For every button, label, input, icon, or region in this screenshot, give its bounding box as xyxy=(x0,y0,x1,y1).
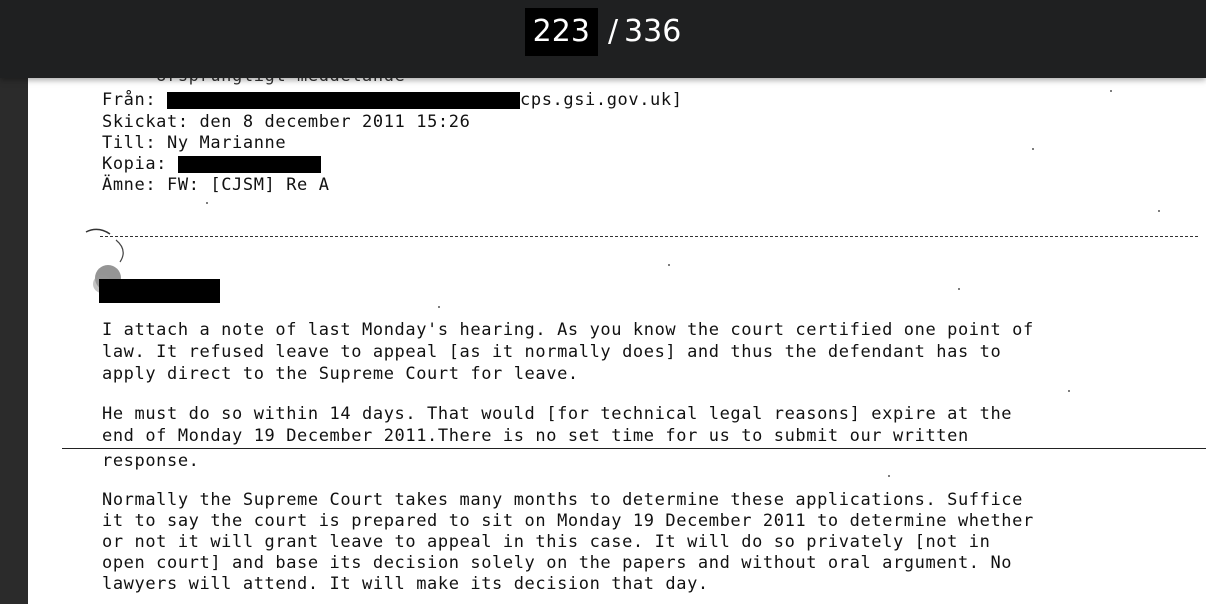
current-page-input[interactable]: 223 xyxy=(525,8,598,56)
body-line: open court] and base its decision solely on the papers and without oral argument. No xyxy=(102,553,1013,573)
sent-value: den 8 december 2011 15:26 xyxy=(199,112,471,132)
subject-label: Ämne: xyxy=(102,175,157,195)
total-pages: 336 xyxy=(624,14,682,49)
viewer-toolbar xyxy=(0,0,1206,78)
page-counter xyxy=(0,8,1206,56)
subject-row xyxy=(102,175,330,196)
document-page xyxy=(28,0,1206,604)
body-line: Normally the Supreme Court takes many months to determine these applications. Suffice xyxy=(102,490,1023,510)
scan-speck xyxy=(888,475,890,477)
sent-row xyxy=(102,112,470,133)
scan-speck xyxy=(1158,210,1160,212)
from-domain: cps.gsi.gov.uk] xyxy=(520,90,683,110)
scan-speck xyxy=(1068,390,1070,392)
body-line: or not it will grant leave to appeal in this case. It will do so privately [not in xyxy=(102,532,991,552)
body-line: I attach a note of last Monday's hearing. As you know the court certified one point of xyxy=(102,320,1034,340)
body-line: it to say the court is prepared to sit on Monday 19 December 2011 to determine whether xyxy=(102,511,1034,531)
body-line: end of Monday 19 December 2011.There is no set time for us to submit our written xyxy=(102,426,969,446)
sent-label: Skickat: xyxy=(102,112,189,132)
scan-speck xyxy=(668,264,670,266)
cc-label: Kopia: xyxy=(102,154,168,174)
body-line: lawyers will attend. It will make its decision that day. xyxy=(102,574,709,594)
cc-row xyxy=(102,154,321,175)
redacted-salutation xyxy=(99,279,220,303)
scan-speck xyxy=(1032,148,1034,150)
body-line: apply direct to the Supreme Court for leave. xyxy=(102,364,579,384)
viewer-gutter xyxy=(0,0,28,604)
to-row xyxy=(102,133,286,154)
body-line: law. It refused leave to appeal [as it normally does] and thus the defendant has to xyxy=(102,342,1002,362)
scan-speck xyxy=(958,288,960,290)
scan-speck xyxy=(438,306,440,308)
page-separator: / xyxy=(607,14,619,49)
scan-rule-line xyxy=(62,448,1206,449)
from-label: Från: xyxy=(102,90,157,110)
scan-speck xyxy=(206,202,208,204)
header-separator xyxy=(100,236,1198,237)
to-label: Till: xyxy=(102,133,157,153)
subject-value: FW: [CJSM] Re A xyxy=(167,175,330,195)
body-line: He must do so within 14 days. That would [for technical legal reasons] expire at the xyxy=(102,404,1013,424)
scan-speck xyxy=(1110,90,1112,92)
redacted-sender xyxy=(167,92,520,109)
to-value: Ny Marianne xyxy=(167,133,287,153)
redacted-cc xyxy=(178,156,321,173)
body-line: response. xyxy=(102,451,200,471)
from-row xyxy=(102,90,683,111)
